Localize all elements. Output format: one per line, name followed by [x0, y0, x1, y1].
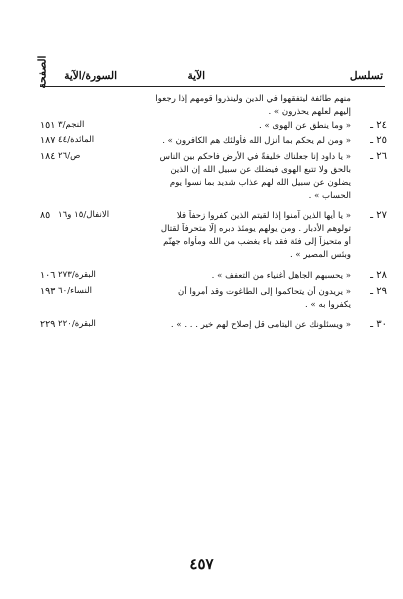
verse-text [66, 151, 351, 203]
page-number: ٨٥ [40, 210, 51, 221]
verse-line: يضلون عن سبيل الله لهم عذاب شديد بما نسوا يوم [169, 178, 351, 188]
verse-text [66, 135, 351, 148]
verse-text [66, 319, 351, 332]
verse-text [66, 120, 351, 133]
verse-line: الحساب » . [308, 191, 351, 201]
serial-number: ٢٤ ـ [370, 120, 387, 131]
verse-text [66, 286, 351, 312]
verse-line: يكفروا به » . [305, 300, 351, 310]
page-number: ١٨٧ [40, 135, 56, 146]
header-page: الصفحة [36, 55, 49, 89]
sura-reference: المائدة/٤٤ [58, 135, 95, 145]
verse-line: « يا داود إنا جعلناك خليفةً في الأرض فاحكم بين الناس [159, 152, 351, 162]
header-verse: الآية [187, 70, 205, 82]
page-number: ٢٢٩ [40, 319, 56, 330]
serial-number: ٣٠ ـ [370, 319, 387, 330]
page-number: ١٠٦ [40, 270, 56, 281]
page-number: ١٥١ [40, 120, 56, 131]
verse-line: « يا أيها الذين آمنوا إذا لقيتم الذين كفروا زحفاً فلا [176, 211, 351, 221]
page-folio-number: ٤٥٧ [189, 555, 214, 573]
sura-reference: الانفال/١٥ و١٦ [58, 210, 110, 220]
page-number: ١٨٤ [40, 151, 56, 162]
serial-number: ٢٥ ـ [370, 135, 387, 146]
verse-line: تولوهم الأدبار . ومن يولهم يومئذ دبره إلّا متحرفاً لقتال [160, 224, 351, 234]
verse-line: إليهم لعلهم يحذرون » . [268, 107, 351, 117]
verse-line: « ومن لم يحكم بما أنزل الله فأولئك هم الكافرون » . [162, 136, 351, 146]
verse-line: بالحق ولا تتبع الهوى فيضلك عن سبيل الله إن الذين [170, 165, 351, 175]
page-number: ١٩٣ [40, 286, 56, 297]
sura-reference: ص/٢٦ [58, 151, 81, 161]
verse-line: « يريدون أن يتحاكموا إلى الطاغوت وقد أمروا أن [178, 287, 351, 297]
verse-text [66, 270, 351, 283]
sura-reference: البقرة/٢٧٣ [58, 270, 96, 280]
serial-number: ٢٩ ـ [370, 286, 387, 297]
serial-number: ٢٧ ـ [370, 210, 387, 221]
verse-line: « ويسئلونك عن اليتامى قل إصلاح لهم خير . . . » . [170, 320, 351, 330]
verse-line: منهم طائفة ليتفقهوا في الدين ولينذروا قومهم إذا رجعوا [155, 94, 351, 104]
sura-reference: البقرة/٢٢٠ [58, 319, 96, 329]
verse-text [66, 93, 351, 119]
verse-line: أو متحيزاً إلى فئة فقد باء بغضب من الله ومأواه جهنّم [163, 237, 351, 247]
sura-reference: النساء/٦٠ [58, 286, 93, 296]
serial-number: ٢٨ ـ [370, 270, 387, 281]
serial-number: ٢٦ ـ [370, 151, 387, 162]
verse-line: « يحسبهم الجاهل أغنياء من التعفف » . [211, 271, 351, 281]
verse-line: وبئس المصير » . [289, 250, 351, 260]
header-divider [40, 86, 385, 87]
header-sura: السورة/الآية [64, 70, 117, 82]
header-serial: تسلسل [349, 70, 383, 82]
verse-line: « وما ينطق عن الهوى » . [258, 121, 351, 131]
sura-reference: النجم/٣ [58, 120, 85, 130]
